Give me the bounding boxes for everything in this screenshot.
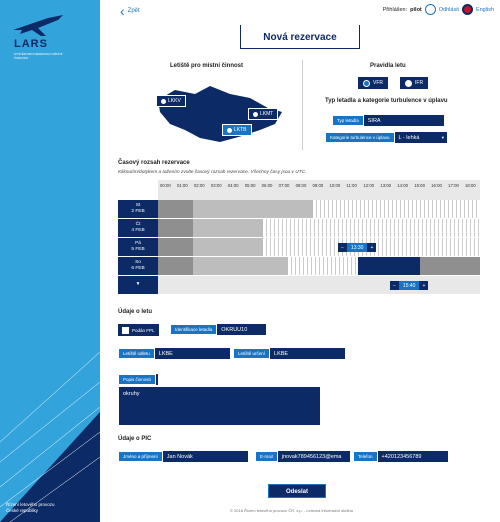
dot-icon bbox=[253, 112, 258, 117]
sidebar-footer bbox=[6, 502, 55, 514]
past-segment bbox=[158, 219, 193, 237]
busy-segment bbox=[193, 257, 288, 275]
day-date: 4 FEB bbox=[131, 228, 145, 233]
field-value: LKBE bbox=[274, 350, 289, 357]
pic-name-field[interactable] bbox=[118, 451, 248, 462]
time-subtitle: Kliknutím/dotykem a tažením zvolte časový rozsah rezervace. Všechny časy jsou v UTC. bbox=[118, 170, 307, 175]
hour-tick: 10:00 bbox=[329, 183, 341, 188]
brand-subtitle: SYSTÉM PRO REZERVACI MÍSTNÍ ČINNOSTI bbox=[14, 52, 63, 60]
pic-title: Údaje o PIC bbox=[118, 436, 152, 442]
czech-map bbox=[150, 80, 290, 150]
busy-segment bbox=[193, 238, 263, 256]
language-link[interactable]: English bbox=[475, 6, 494, 13]
arrival-field[interactable] bbox=[233, 348, 345, 359]
day-name: Pá bbox=[135, 241, 141, 246]
start-time-picker[interactable] bbox=[338, 243, 376, 252]
hour-tick: 07:00 bbox=[278, 183, 290, 188]
hour-tick: 17:00 bbox=[448, 183, 459, 188]
ident-field[interactable] bbox=[170, 324, 266, 335]
hour-tick: 09:00 bbox=[312, 183, 324, 188]
hour-tick: 12:00 bbox=[363, 183, 375, 188]
time-title: Časový rozsah rezervace bbox=[118, 160, 190, 166]
past-segment bbox=[158, 257, 193, 275]
aircraft-title: Typ letadla a kategorie turbulence v úplavu bbox=[325, 98, 448, 104]
day-date: 6 FEB bbox=[131, 266, 145, 271]
busy-segment bbox=[193, 200, 313, 218]
field-label: Letiště odletu bbox=[118, 348, 155, 359]
closed-segment bbox=[420, 257, 480, 275]
username: pilot bbox=[410, 6, 422, 13]
field-label: Kategorie turbulence v úplavu bbox=[325, 132, 395, 143]
dot-icon bbox=[227, 128, 232, 133]
pic-phone-field[interactable] bbox=[353, 451, 448, 462]
airplane-logo-icon bbox=[8, 10, 68, 40]
hour-tick: 00:00 bbox=[160, 183, 171, 188]
power-icon[interactable] bbox=[425, 4, 436, 15]
minus-button[interactable]: − bbox=[341, 244, 344, 251]
hour-tick: 15:00 bbox=[414, 183, 425, 188]
timeline-row[interactable] bbox=[158, 219, 480, 238]
aircraft-type-field[interactable] bbox=[332, 115, 444, 126]
field-value: Jan Novák bbox=[166, 453, 193, 460]
hour-tick: 06:00 bbox=[261, 183, 273, 188]
free-segment bbox=[263, 219, 480, 237]
chevron-down-icon: ▾ bbox=[441, 134, 444, 140]
busy-segment bbox=[193, 219, 263, 237]
selected-range[interactable] bbox=[358, 257, 420, 275]
field-value: LKBE bbox=[158, 350, 173, 357]
field-value: SIRA bbox=[367, 117, 381, 124]
end-time-value: 15:40 bbox=[399, 281, 420, 290]
logged-label: Přihlášen: bbox=[382, 6, 408, 13]
field-label: Telefon bbox=[353, 451, 378, 462]
hour-tick: 05:00 bbox=[244, 183, 256, 188]
timeline-footer bbox=[158, 276, 480, 295]
field-label: Typ letadla bbox=[332, 115, 364, 126]
day-1 bbox=[118, 200, 158, 219]
flight-title: Údaje o letu bbox=[118, 309, 153, 315]
airport-code: LKMT bbox=[260, 111, 274, 117]
timeline-row[interactable] bbox=[158, 257, 480, 276]
login-info bbox=[383, 4, 494, 15]
radio-label: IFR bbox=[415, 80, 424, 86]
hour-tick: 03:00 bbox=[210, 183, 222, 188]
footer-line2: České republiky bbox=[6, 508, 39, 513]
past-segment bbox=[158, 200, 193, 218]
checkbox-icon bbox=[122, 327, 129, 334]
field-value: +420123456789 bbox=[381, 453, 422, 460]
copyright: © 2016 Řízení letového provozu ČR, s.p. - Letecká informační služba bbox=[230, 508, 353, 513]
lars-logo[interactable] bbox=[8, 10, 92, 65]
field-value: jnovak789456123@ema bbox=[281, 453, 342, 460]
timeline[interactable] bbox=[118, 180, 480, 297]
day-date: 2 FEB bbox=[131, 209, 145, 214]
field-label: Letiště určení bbox=[233, 348, 270, 359]
back-button[interactable] bbox=[120, 4, 140, 18]
airport-code: LKTB bbox=[234, 127, 247, 133]
radio-on-icon bbox=[363, 80, 370, 87]
minus-button[interactable]: − bbox=[393, 282, 396, 289]
hour-tick: 02:00 bbox=[193, 183, 205, 188]
rules-title: Pravidla letu bbox=[370, 63, 406, 69]
day-date: 5 FEB bbox=[131, 247, 145, 252]
divider bbox=[302, 60, 303, 150]
field-value: L - lehká bbox=[398, 134, 420, 141]
day-4 bbox=[118, 257, 158, 276]
radio-ifr[interactable] bbox=[400, 77, 428, 89]
radio-label: VFR bbox=[373, 80, 383, 86]
field-label: E-mail bbox=[255, 451, 278, 462]
triangle-down-icon: ▼ bbox=[135, 282, 141, 287]
sidebar bbox=[0, 0, 100, 522]
start-time-value: 13:30 bbox=[347, 243, 368, 252]
pic-email-field[interactable] bbox=[255, 451, 350, 462]
field-value: OKRUU10 bbox=[221, 326, 248, 333]
expand-button[interactable] bbox=[118, 276, 158, 295]
back-label: Zpět bbox=[127, 8, 140, 14]
hour-tick: 14:00 bbox=[397, 183, 409, 188]
day-3 bbox=[118, 238, 158, 257]
free-segment bbox=[313, 200, 480, 218]
day-name: St bbox=[135, 203, 141, 208]
hour-tick: 11:00 bbox=[346, 183, 357, 188]
airport-lktb[interactable] bbox=[222, 124, 252, 136]
day-2 bbox=[118, 219, 158, 238]
top-bar bbox=[100, 0, 500, 22]
footer-line1: Řízení letového provozu bbox=[6, 502, 55, 507]
timeline-row[interactable] bbox=[158, 200, 480, 219]
hour-tick: 13:00 bbox=[380, 183, 392, 188]
hour-tick: 18:00 bbox=[465, 183, 476, 188]
description-textarea[interactable]: okruhy bbox=[118, 386, 321, 426]
departure-field[interactable] bbox=[118, 348, 230, 359]
turbulence-select[interactable] bbox=[325, 132, 447, 143]
dot-icon bbox=[161, 99, 166, 104]
airport-lkkv[interactable] bbox=[156, 95, 186, 107]
past-segment bbox=[158, 238, 193, 256]
corner bbox=[118, 180, 158, 200]
description-label bbox=[118, 374, 158, 385]
hour-tick: 01:00 bbox=[176, 183, 188, 188]
end-time-picker[interactable] bbox=[390, 281, 428, 290]
fpl-checkbox[interactable] bbox=[118, 324, 159, 336]
chevron-left-icon: ‹ bbox=[120, 3, 125, 19]
time-ruler bbox=[158, 180, 480, 200]
airport-lkmt[interactable] bbox=[248, 108, 278, 120]
radio-vfr[interactable] bbox=[358, 77, 388, 89]
brand-name: LARS bbox=[14, 38, 48, 50]
airport-code: LKKV bbox=[168, 98, 181, 104]
hour-tick: 04:00 bbox=[227, 183, 239, 188]
page-title: Nová rezervace bbox=[240, 25, 360, 49]
hour-tick: 16:00 bbox=[431, 183, 442, 188]
checkbox-label: Podán FPL bbox=[132, 327, 155, 333]
timeline-row[interactable] bbox=[158, 238, 480, 257]
field-label: Jméno a příjmení bbox=[118, 451, 163, 462]
plus-button[interactable]: + bbox=[370, 244, 374, 251]
field-label: Popis činnosti bbox=[118, 374, 156, 385]
logout-link[interactable]: Odhlásit bbox=[438, 6, 459, 13]
main-content bbox=[100, 0, 500, 522]
field-label: Identifikace letadla bbox=[170, 324, 217, 335]
free-segment bbox=[288, 257, 358, 275]
decorative-lines bbox=[0, 292, 100, 522]
hour-tick: 08:00 bbox=[295, 183, 307, 188]
airports-title: Letiště pro místní činnost bbox=[170, 63, 244, 69]
english-flag-icon[interactable] bbox=[462, 4, 473, 15]
radio-off-icon bbox=[405, 80, 412, 87]
plus-button[interactable]: + bbox=[422, 282, 426, 289]
day-name: Čt bbox=[135, 222, 141, 227]
submit-button[interactable]: Odeslat bbox=[268, 484, 326, 498]
day-name: So bbox=[135, 260, 141, 265]
